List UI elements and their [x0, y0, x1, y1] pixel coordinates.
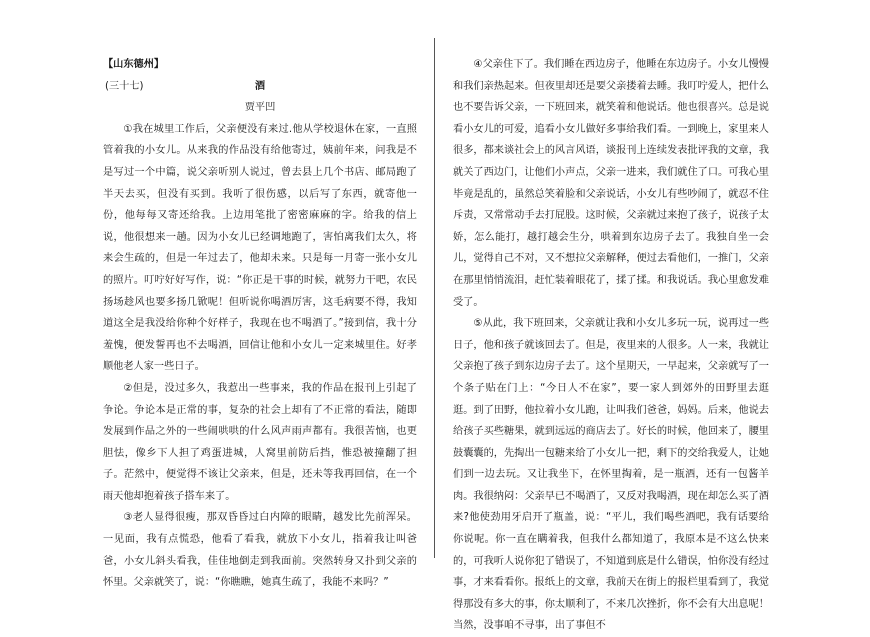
heading-row — [103, 76, 417, 98]
source-tag: 【山东德州】 — [103, 59, 165, 70]
paragraph-4: ④父亲住下了。我们睡在西边房子，他睡在东边房子。小女儿慢慢和我们亲热起来。但夜里却还是要父亲搂着去睡。我叮咛爱人，把什么也不要告诉父亲，一下班回来，就笑着和他说话。他也很喜兴。总是说看小女儿的可爱，追看小女儿做好多事给我们看。一到晚上，家里来人很多，都来谈社会上的风言风语，谈报刊上连续发表批评我的文章，我就关了西边门，让他们小声点，父亲一进来，我们就住了口。可我心里毕竟是乱的，虽然总笑着脸和父亲说话，小女儿有些吵闹了，就忍不住斥责，又常常动手去打屁股。这时候，父亲就过来抱了孩子，说孩子太娇，怎么能打，越打越会生分，哄着到东边房子去了。我独自坐一会儿，觉得自己不对，又不想拉父亲解释，便过去看他们，一推门，父亲在那里悄悄流泪，赶忙装着眼花了，揉了揉。和我说话。我心里愈发难受了。 — [453, 59, 769, 308]
article-title: 酒 — [254, 80, 266, 92]
left-column — [103, 54, 417, 594]
paragraph-1: ①我在城里工作后，父亲便没有来过.他从学校退休在家，一直照管着我的小女儿。从来我的作品没有给他寄过，姨前年来，问我是不是写过一个中篇，说父亲听别人说过，曾去县上几个书店、邮局跑了半天去买，但没有买到。我听了很伤感，以后写了东西，就寄他一份，他每每又寄还给我。上边用笔批了密密麻麻的字。给我的信上说，他很想来一趟。因为小女儿已经调地跑了，害怕离我们太久，将来会生疏的，但是一年过去了，他却未来。只是每一月寄一张小女儿的照片。叮咛好好写作，说：“你正是干事的时候，就努力干吧，农民扬场趁风也要多扬几锨呢！但听说你喝酒厉害，这毛病要不得，我知道这全是我没给你种个好样子，我现在也不喝酒了。”接到信，我十分羞愧，便发誓再也不去喝酒，回信让他和小女儿一定来城里住。好孝顺他老人家一些日子。 — [103, 123, 417, 373]
right-column — [453, 54, 769, 637]
question-number: (三十七) — [105, 80, 144, 92]
paragraph-5: ⑤从此，我下班回来，父亲就让我和小女儿多玩一玩，说再过一些日子，他和孩子就该回去了。但是，夜里来的人很多。人一来，我就让父亲抱了孩子到东边房子去了。这个星期天，一早起来，父亲就写了一个条子贴在门上：“今日人不在家”，要一家人到郊外的田野里去逛逛。到了田野，他拉着小女儿跑，让叫我们爸爸，妈妈。后来，他说去给孩子买些糖果，就到远远的商店去了。好长的时候，他回来了，腰里鼓囊囊的，先掏出一包糖来给了小女儿一把，剩下的交给我爱人，让她们到一边去玩。又让我坐下，在怀里掏着，是一瓶酒，还有一包酱羊肉。我很纳闷：父亲早已不喝酒了，又反对我喝酒，现在却怎么买了酒来?他使劲用牙启开了瓶盖，说：“平儿，我们喝些酒吧，我有话要给你说呢。你一直在瞒着我，但我什么都知道了，我原本是不这么快来的，可我听人说你犯了错误了，不知道到底是什么错误，怕你没有经过事，才来看看你。报纸上的文章，我前天在街上的报栏里看到了，我觉得那没有多大的事，你太顺利了，不来几次挫折，你不会有大出息呢！当然，没事咱不寻事，出了事但不 — [453, 318, 769, 632]
paragraph-2: ②但是，没过多久，我惹出一些事来，我的作品在报刊上引起了争论。争论本是正常的事，复杂的社会上却有了不正常的看法，随即发展到作品之外的一些闹哄哄的什么风声雨声都有。我很苦恼，也更胆怯，像乡下人担了鸡蛋进城，人窝里前防后挡，惟恐被撞翻了担子。茫然中，便觉得不该让父亲来，但是，还未等我再回信，在一个雨天他却抱着孩子搭车来了。 — [103, 382, 417, 502]
paragraph-3: ③老人显得很瘦，那双昏昏过白内障的眼睛，越发比先前浑呆。一见面，我有点慌恐，他看了看我，就放下小女儿，指着我让叫爸爸，小女儿斜头看我，佳佳地倒走到我面前。突然转身又扑到父亲的怀里。父亲就笑了，说：“你瞧瞧，她真生疏了，我能不来吗？” — [103, 512, 417, 589]
column-divider — [434, 38, 435, 558]
article-author: 贾平凹 — [244, 102, 276, 114]
